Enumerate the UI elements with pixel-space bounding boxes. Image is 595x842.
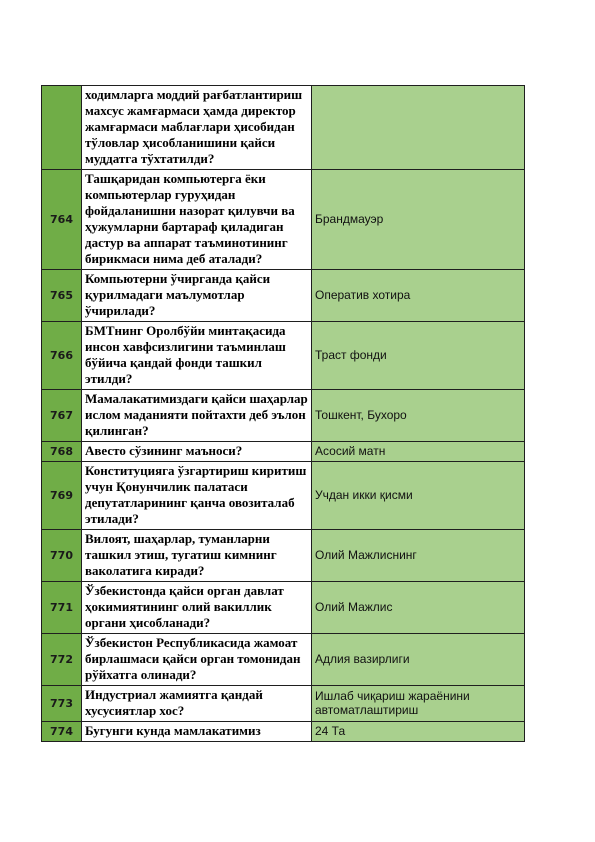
- question-cell: Индустриал жамиятга қандай хусусиятлар хос?: [82, 686, 312, 722]
- table-row: [42, 686, 525, 722]
- table-row: [42, 170, 525, 270]
- answer-cell: Ишлаб чиқариш жараёнини автоматлаштириш: [312, 686, 525, 722]
- question-cell: Ўзбекистон Республикасида жамоат бирлашмаси қайси орган томонидан рўйхатга олинади?: [82, 634, 312, 686]
- answer-cell: Оператив хотира: [312, 270, 525, 322]
- table-row: [42, 322, 525, 390]
- answer-cell: Траст фонди: [312, 322, 525, 390]
- row-number: 769: [42, 462, 82, 530]
- question-cell: Ташқаридан компьютерга ёки компьютерлар гуруҳидан фойдаланишни назорат қилувчи ва ҳужумларни бартараф қиладиган дастур ва аппарат таъминотининг бирикмаси нима деб аталади?: [82, 170, 312, 270]
- question-cell: Авесто сўзининг маъноси?: [82, 442, 312, 462]
- answer-cell: Олий Мажлиснинг: [312, 530, 525, 582]
- answer-cell: Тошкент, Бухоро: [312, 390, 525, 442]
- question-cell: ходимларга моддий рағбатлантириш махсус жамғармаси ҳамда директор жамғармаси маблағлари ҳисобидан тўловлар ҳисобланишини қайси муддатга тўхтатилди?: [82, 86, 312, 170]
- row-number: [42, 86, 82, 170]
- table-row: [42, 442, 525, 462]
- answer-cell: Брандмауэр: [312, 170, 525, 270]
- row-number: 765: [42, 270, 82, 322]
- question-cell: Мамалакатимиздаги қайси шаҳарлар ислом маданияти пойтахти деб эълон қилинган?: [82, 390, 312, 442]
- row-number: 774: [42, 722, 82, 742]
- row-number: 772: [42, 634, 82, 686]
- row-number: 766: [42, 322, 82, 390]
- table-row: [42, 86, 525, 170]
- row-number: 768: [42, 442, 82, 462]
- table-row: [42, 270, 525, 322]
- question-cell: БМТнинг Оролбўйи минтақасида инсон хавфсизлигини таъминлаш бўйича қандай фонди ташкил этилди?: [82, 322, 312, 390]
- answer-cell: [312, 86, 525, 170]
- row-number: 767: [42, 390, 82, 442]
- question-cell: Вилоят, шаҳарлар, туманларни ташкил этиш, тугатиш кимнинг ваколатига киради?: [82, 530, 312, 582]
- row-number: 770: [42, 530, 82, 582]
- table-row: [42, 582, 525, 634]
- answer-cell: 24 Та: [312, 722, 525, 742]
- row-number: 773: [42, 686, 82, 722]
- question-cell: Компьютерни ўчирганда қайси қурилмадаги маълумотлар ўчирилади?: [82, 270, 312, 322]
- answer-cell: Асосий матн: [312, 442, 525, 462]
- answer-cell: Адлия вазирлиги: [312, 634, 525, 686]
- row-number: 764: [42, 170, 82, 270]
- table-row: [42, 462, 525, 530]
- table-row: [42, 530, 525, 582]
- answer-cell: Учдан икки қисми: [312, 462, 525, 530]
- table-row: [42, 634, 525, 686]
- question-cell: Ўзбекистонда қайси орган давлат ҳокимиятининг олий вакиллик органи ҳисобланади?: [82, 582, 312, 634]
- table-row: [42, 390, 525, 442]
- answer-cell: Олий Мажлис: [312, 582, 525, 634]
- table-row: [42, 722, 525, 742]
- row-number: 771: [42, 582, 82, 634]
- questions-table: [41, 85, 525, 742]
- question-cell: Бугунги кунда мамлакатимиз: [82, 722, 312, 742]
- question-cell: Конституцияга ўзгартириш киритиш учун Қонунчилик палатаси депутатларининг қанча овозиталаб этилади?: [82, 462, 312, 530]
